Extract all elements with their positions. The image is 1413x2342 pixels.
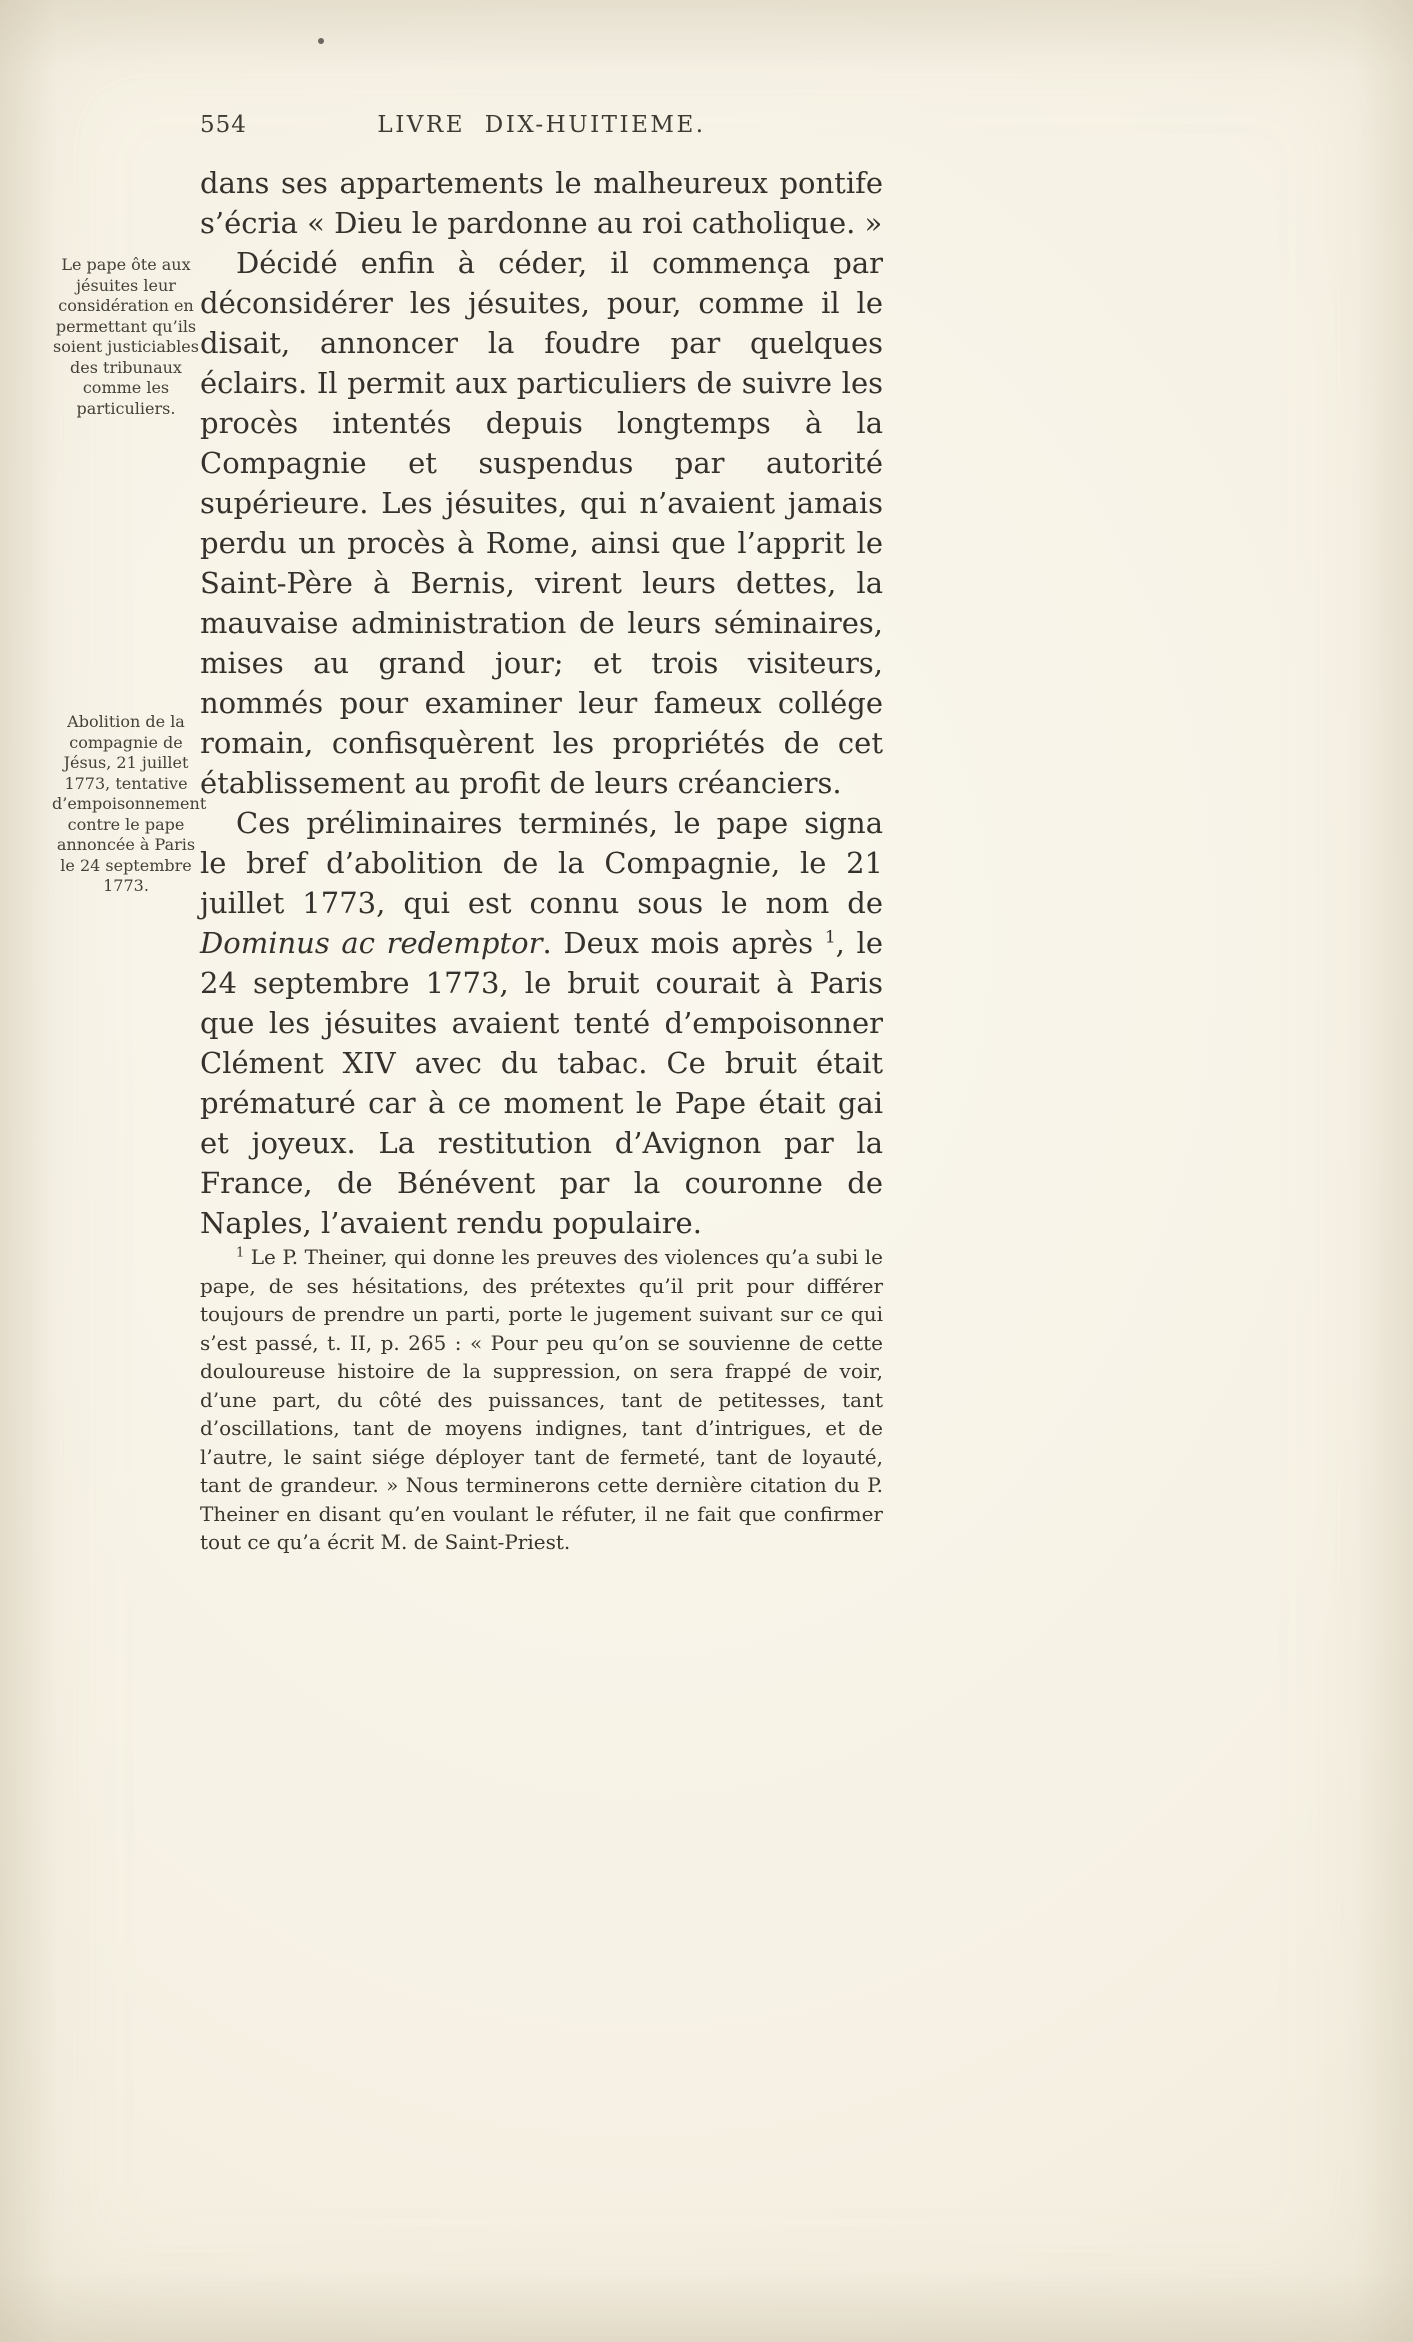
footnote-reference-mark: 1 xyxy=(824,927,836,948)
footnote xyxy=(200,1243,883,1557)
paragraph-abolition-post: , le 24 septembre 1773, le bruit courait à Paris que les jésuites avaient tenté d’empoisonner Clément XIV avec du tabac. Ce bruit était prématuré car à ce moment le Pape était gai et joyeux. La restitution d’Avignon par la France, de Bénévent par la couronne de Naples, l’avaient rendu populaire. xyxy=(200,926,883,1240)
main-text-column xyxy=(200,163,883,1557)
footnote-marker: 1 xyxy=(236,1245,245,1261)
paragraph-abolition-pre: Ces préliminaires terminés, le pape signa le bref d’abolition de la Compagnie, le 21 juillet 1773, qui est connu sous le nom de xyxy=(200,806,883,920)
paragraph-abolition-mid: . Deux mois après xyxy=(542,926,825,960)
paragraph-decide-enfin: Décidé enfin à céder, il commença par déconsidérer les jésuites, pour, comme il le disait, annoncer la foudre par quelques éclairs. Il permit aux particuliers de suivre les procès intentés depuis longtemps à la Compagnie et suspendus par autorité supérieure. Les jésuites, qui n’avaient jamais perdu un procès à Rome, ainsi que l’apprit le Saint-Père à Bernis, virent leurs dettes, la mauvaise administration de leurs séminaires, mises au grand jour; et trois visiteurs, nommés pour examiner leur fameux collége romain, confisquèrent les propriétés de cet établissement au profit de leurs créanciers. xyxy=(200,246,883,800)
footnote-text: Le P. Theiner, qui donne les preuves des violences qu’a subi le pape, de ses hésitations, des prétextes qu’il prit pour différer toujours de prendre un parti, porte le jugement suivant sur ce qui s’est passé, t. II, p. 265 : « Pour peu qu’on se souvienne de cette douloureuse histoire de la suppression, on sera frappé de voir, d’une part, du côté des puissances, tant de petitesses, tant d’oscillations, tant de moyens indignes, tant d’intrigues, et de l’autre, le saint siége déployer tant de fermeté, tant de loyauté, tant de grandeur. » Nous terminerons cette dernière citation du P. Theiner en disant qu’en voulant le réfuter, il ne fait que confirmer tout ce qu’a écrit M. de Saint-Priest. xyxy=(200,1245,883,1554)
ink-speck xyxy=(318,38,324,44)
margin-note-abolition-compagnie: Abolition de la compagnie de Jésus, 21 juillet 1773, tentative d’empoisonnement contre le pape annoncée à Paris le 24 septembre 1773. xyxy=(52,712,207,895)
margin-note-jesuites-justiciables: Le pape ôte aux jésuites leur considération en permettant qu’ils soient justiciables des tribunaux comme les particuliers. xyxy=(53,255,199,418)
paragraph-abolition xyxy=(200,803,883,1243)
latin-phrase-dominus: Dominus ac redemptor xyxy=(200,926,543,960)
page-number: 554 xyxy=(200,112,247,138)
running-title: LIVRE DIX-HUITIEME. xyxy=(377,112,706,138)
paragraph-continuation: dans ses appartements le malheureux pontife s’écria « Dieu le pardonne au roi catholique. » xyxy=(200,166,883,240)
running-head xyxy=(200,112,883,146)
